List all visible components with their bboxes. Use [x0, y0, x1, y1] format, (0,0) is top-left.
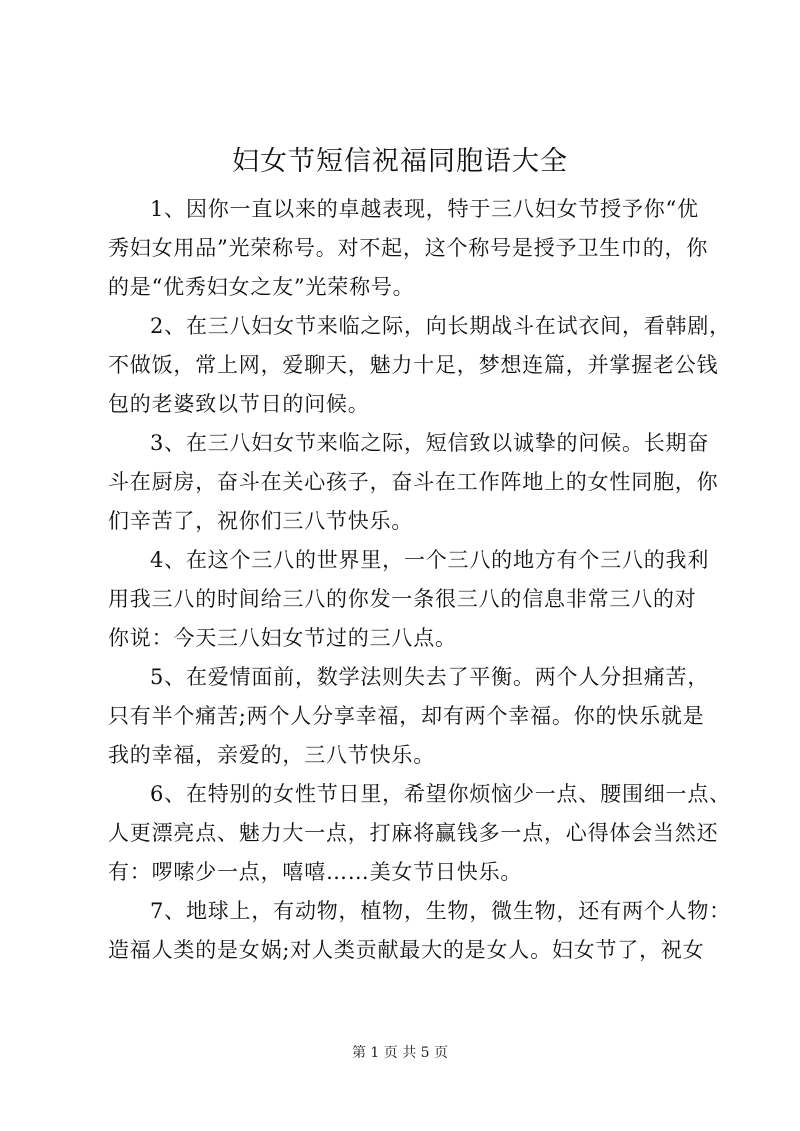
paragraph-line: 我的幸福，亲爱的，三八节快乐。 — [108, 743, 435, 767]
document-body — [108, 190, 731, 970]
document-title: 妇女节短信祝福同胞语大全 — [232, 146, 568, 177]
paragraph-line: 4、在这个三八的世界里，一个三八的地方有个三八的我利 — [150, 548, 710, 572]
paragraph-line: 有：啰嗦少一点，嘻嘻……美女节日快乐。 — [108, 860, 523, 884]
paragraph-2 — [108, 307, 731, 424]
page-footer: 第 1 页 共 5 页 — [351, 1045, 449, 1061]
paragraph-line: 造福人类的是女娲;对人类贡献最大的是女人。妇女节了，祝女 — [108, 938, 705, 962]
paragraph-line: 们辛苦了，祝你们三八节快乐。 — [108, 509, 414, 533]
paragraph-4 — [108, 541, 710, 658]
paragraph-line: 包的老婆致以节日的问候。 — [108, 392, 370, 416]
paragraph-line: 用我三八的时间给三八的你发一条很三八的信息非常三八的对 — [108, 587, 697, 611]
paragraph-line: 5、在爱情面前，数学法则失去了平衡。两个人分担痛苦， — [150, 665, 710, 689]
paragraph-6 — [108, 775, 731, 892]
paragraph-line: 秀妇女用品”光荣称号。对不起，这个称号是授予卫生巾的，你 — [108, 236, 709, 260]
paragraph-line: 斗在厨房，奋斗在关心孩子，奋斗在工作阵地上的女性同胞，你 — [108, 470, 719, 494]
paragraph-line: 只有半个痛苦;两个人分享幸福，却有两个幸福。你的快乐就是 — [108, 704, 705, 728]
paragraph-line: 6、在特别的女性节日里，希望你烦恼少一点、腰围细一点、 — [150, 782, 731, 806]
paragraph-7 — [108, 892, 731, 970]
paragraph-line: 3、在三八妇女节来临之际，短信致以诚挚的问候。长期奋 — [150, 431, 710, 455]
paragraph-line: 2、在三八妇女节来临之际，向长期战斗在试衣间，看韩剧， — [150, 314, 731, 338]
paragraph-line: 人更漂亮点、魅力大一点，打麻将赢钱多一点，心得体会当然还 — [108, 821, 719, 845]
paragraph-line: 的是“优秀妇女之友”光荣称号。 — [108, 275, 415, 299]
paragraph-line: 7、地球上，有动物，植物，生物，微生物，还有两个人物： — [150, 899, 731, 923]
paragraph-1 — [108, 190, 709, 307]
paragraph-3 — [108, 424, 719, 541]
paragraph-line: 不做饭，常上网，爱聊天，魅力十足，梦想连篇，并掌握老公钱 — [108, 353, 719, 377]
paragraph-5 — [108, 658, 710, 775]
paragraph-line: 你说：今天三八妇女节过的三八点。 — [108, 626, 457, 650]
paragraph-line: 1、因你一直以来的卓越表现，特于三八妇女节授予你“优 — [150, 197, 699, 221]
